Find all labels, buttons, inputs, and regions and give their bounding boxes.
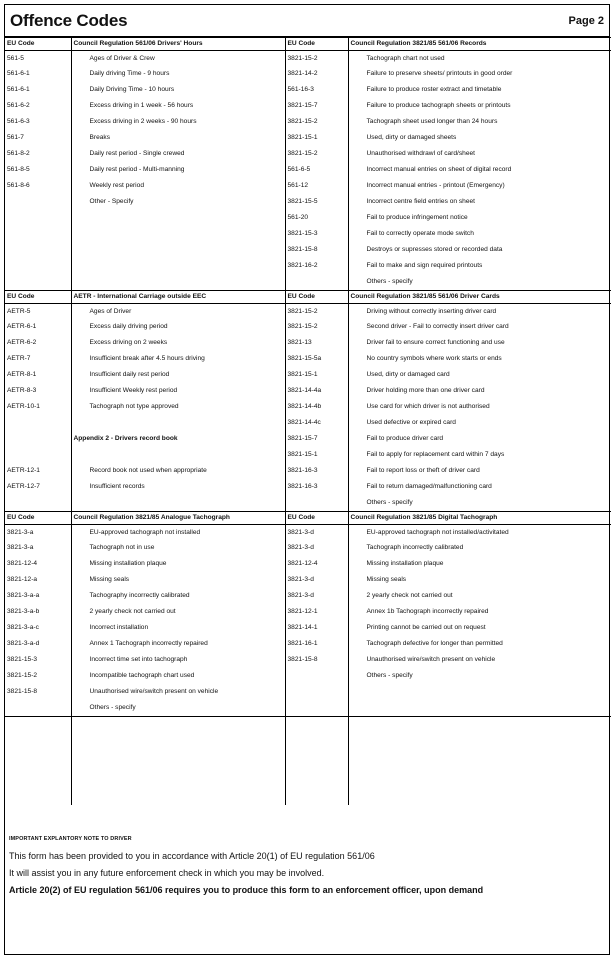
offence-description: 2 yearly check not carried out — [366, 592, 453, 600]
offence-code: 561-6-1 — [5, 83, 71, 99]
offence-description: Ages of Driver — [71, 304, 285, 320]
form-header — [5, 5, 609, 37]
offence-code: 3821-15-2 — [285, 115, 348, 131]
offence-row — [5, 416, 611, 432]
section-title: Council Regulation 561/06 Drivers' Hours — [71, 38, 285, 51]
offence-code: 3821-15-1 — [285, 131, 348, 147]
offence-code: 3821-15-8 — [285, 653, 348, 669]
offence-description: Driving without correctly inserting driver card — [366, 307, 497, 315]
offence-code: 3821-3-a-a — [5, 589, 71, 605]
offence-description: Tachograph not in use — [71, 541, 285, 557]
offence-row — [5, 227, 611, 243]
offence-description: Driver holding more than one driver card — [366, 387, 485, 395]
offence-code: 3821-15-8 — [5, 685, 71, 701]
offence-code: AETR-12-1 — [5, 464, 71, 480]
offence-codes-table — [5, 37, 611, 805]
offence-code — [285, 701, 348, 717]
offence-code — [5, 211, 71, 227]
offence-code: 3821-12-a — [5, 573, 71, 589]
offence-row — [5, 352, 611, 368]
offence-code — [5, 496, 71, 512]
blank-cell — [348, 717, 611, 761]
offence-code: 3821-15-1 — [285, 368, 348, 384]
section-title: Council Regulation 3821/85 561/06 Records — [348, 38, 611, 51]
offence-row — [5, 304, 611, 320]
offence-description: Fail to report loss or theft of driver card — [366, 467, 480, 475]
code-column-header: EU Code — [285, 38, 348, 51]
offence-code: 3821-15-3 — [285, 227, 348, 243]
offence-description: Others - specify — [366, 499, 413, 506]
offence-description: Fail to produce driver card — [366, 435, 444, 443]
offence-code: AETR-12-7 — [5, 480, 71, 496]
offence-description: Printing cannot be carried out on request — [366, 624, 486, 632]
offence-description: Tachograph chart not used — [366, 54, 445, 62]
offence-description: Record book not used when appropriate — [71, 464, 285, 480]
offence-row — [5, 147, 611, 163]
offence-description: Others - specify — [366, 278, 413, 285]
offence-row — [5, 83, 611, 99]
subsection-title: Appendix 2 - Drivers record book — [71, 432, 285, 448]
offence-row — [5, 99, 611, 115]
offence-row — [5, 368, 611, 384]
offence-code: 3821-14-2 — [285, 67, 348, 83]
offence-description: Others - specify — [366, 672, 413, 680]
offence-description: Annex 1b Tachograph incorrectly repaired — [366, 608, 489, 616]
offence-row — [5, 605, 611, 621]
offence-description: Incorrect time set into tachograph — [71, 653, 285, 669]
offence-description: Ages of Driver & Crew — [71, 51, 285, 67]
blank-cell — [285, 717, 348, 761]
offence-row — [5, 179, 611, 195]
offence-description: Fail to return damaged/malfunctioning card — [366, 483, 492, 491]
offence-code — [285, 496, 348, 512]
offence-row — [5, 163, 611, 179]
offence-description: Weekly rest period — [71, 179, 285, 195]
offence-code: 3821-14-4c — [285, 416, 348, 432]
section-title: Council Regulation 3821/85 Digital Tachograph — [348, 512, 611, 525]
offence-code: 561-7 — [5, 131, 71, 147]
offence-code: 3821-3-a — [5, 525, 71, 541]
offence-description: Second driver - Fail to correctly insert driver card — [366, 323, 509, 331]
offence-description: Unauthorised wire/switch present on vehicle — [366, 656, 496, 664]
offence-code: 3821-15-2 — [285, 304, 348, 320]
offence-description: Used defective or expired card — [366, 419, 456, 427]
offence-description: Other - Specify — [71, 195, 285, 211]
offence-code — [5, 259, 71, 275]
offence-code: 3821-15-3 — [5, 653, 71, 669]
offence-row — [5, 573, 611, 589]
offence-code: 3821-15-2 — [285, 147, 348, 163]
offence-description — [71, 416, 285, 432]
offence-description — [71, 259, 285, 275]
page-title: Offence Codes — [10, 10, 128, 30]
offence-code: 3821-16-2 — [285, 259, 348, 275]
offence-description: Breaks — [71, 131, 285, 147]
note-line: It will assist you in any future enforcement check in which you may be involved. — [9, 868, 325, 878]
offence-code: 3821-15-2 — [5, 669, 71, 685]
offence-row — [5, 243, 611, 259]
offence-code: 561-5 — [5, 51, 71, 67]
offence-code — [5, 448, 71, 464]
offence-row — [5, 131, 611, 147]
offence-row — [5, 432, 611, 448]
code-column-header: EU Code — [285, 291, 348, 304]
offence-code — [285, 669, 348, 685]
offence-description: 2 yearly check not carried out — [71, 605, 285, 621]
offence-code: 561-6-5 — [285, 163, 348, 179]
offence-codes-form — [4, 4, 610, 955]
section-header-row — [5, 291, 611, 304]
offence-description: Failure to produce roster extract and timetable — [366, 86, 502, 94]
offence-code: 3821-3-a-d — [5, 637, 71, 653]
offence-row — [5, 320, 611, 336]
offence-code: 561-20 — [285, 211, 348, 227]
offence-code: 3821-15-1 — [285, 448, 348, 464]
offence-description: Incorrect manual entries on sheet of digital record — [366, 166, 512, 174]
offence-description: Fail to produce infringement notice — [366, 214, 468, 222]
offence-description: Failure to preserve sheets/ printouts in good order — [366, 70, 513, 78]
offence-code — [5, 416, 71, 432]
offence-code — [5, 275, 71, 291]
offence-code: 561-12 — [285, 179, 348, 195]
offence-description: Daily Driving Time - 10 hours — [71, 83, 285, 99]
offence-code: 3821-15-5a — [285, 352, 348, 368]
offence-code: 561-16-3 — [285, 83, 348, 99]
offence-row — [5, 621, 611, 637]
offence-description: Used, dirty or damaged sheets — [366, 134, 457, 142]
offence-description: Tachograph defective for longer than permitted — [366, 640, 503, 648]
offence-description: Annex 1 Tachograph incorrectly repaired — [71, 637, 285, 653]
code-column-header: EU Code — [5, 291, 71, 304]
offence-code: 3821-14-1 — [285, 621, 348, 637]
blank-cell — [71, 717, 285, 761]
offence-row — [5, 589, 611, 605]
offence-description: Unauthorised withdrawl of card/sheet — [366, 150, 475, 158]
offence-description: Incompatible tachograph chart used — [71, 669, 285, 685]
offence-description: Daily driving Time - 9 hours — [71, 67, 285, 83]
offence-description: Fail to apply for replacement card within 7 days — [366, 451, 505, 459]
offence-row — [5, 541, 611, 557]
offence-row — [5, 701, 611, 717]
offence-code: 3821-12-4 — [5, 557, 71, 573]
note-line: This form has been provided to you in accordance with Article 20(1) of EU regulation 561/06 — [9, 851, 375, 861]
offence-code: AETR-7 — [5, 352, 71, 368]
blank-cell — [5, 717, 71, 761]
offence-code — [285, 275, 348, 291]
code-column-header: EU Code — [285, 512, 348, 525]
offence-description: Used, dirty or damaged card — [366, 371, 450, 379]
offence-description: Insufficient daily rest period — [71, 368, 285, 384]
offence-code: 561-8-5 — [5, 163, 71, 179]
offence-code: 561-8-2 — [5, 147, 71, 163]
offence-description: EU-approved tachograph not installed — [71, 525, 285, 541]
offence-description — [71, 448, 285, 464]
offence-description: Incorrect centre field entries on sheet — [366, 198, 475, 206]
offence-description: Fail to correctly operate mode switch — [366, 230, 474, 238]
blank-cell — [71, 761, 285, 805]
offence-description: Missing seals — [71, 573, 285, 589]
offence-code: 3821-3-a-c — [5, 621, 71, 637]
offence-row — [5, 67, 611, 83]
offence-code: 3821-15-5 — [285, 195, 348, 211]
offence-code — [5, 227, 71, 243]
page-number: Page 2 — [568, 14, 604, 27]
offence-description: Tachograph sheet used longer than 24 hours — [366, 118, 498, 126]
offence-description: Excess driving in 2 weeks - 90 hours — [71, 115, 285, 131]
section-title: AETR - International Carriage outside EEC — [71, 291, 285, 304]
offence-row — [5, 384, 611, 400]
offence-description: Tachograph incorrectly calibrated — [366, 544, 464, 552]
offence-description: Daily rest period - Single crewed — [71, 147, 285, 163]
offence-description — [348, 685, 611, 701]
offence-description: Failure to produce tachograph sheets or printouts — [366, 102, 511, 110]
blank-cell — [285, 761, 348, 805]
offence-code: 561-6-2 — [5, 99, 71, 115]
explanatory-note — [9, 831, 605, 899]
offence-description: EU-approved tachograph not installed/activitated — [366, 528, 509, 536]
offence-description: Incorrect installation — [71, 621, 285, 637]
offence-code: 3821-15-8 — [285, 243, 348, 259]
offence-description — [71, 496, 285, 512]
offence-code: 3821-16-3 — [285, 480, 348, 496]
offence-row — [5, 464, 611, 480]
blank-cell — [5, 761, 71, 805]
offence-description — [71, 211, 285, 227]
offence-row — [5, 653, 611, 669]
offence-code: 3821-3-a — [5, 541, 71, 557]
offence-code: 561-8-6 — [5, 179, 71, 195]
offence-code: 3821-3-a-b — [5, 605, 71, 621]
offence-row — [5, 669, 611, 685]
offence-code: 3821-3-d — [285, 541, 348, 557]
offence-code — [5, 195, 71, 211]
offence-code — [5, 243, 71, 259]
offence-description: Missing installation plaque — [71, 557, 285, 573]
offence-code: 3821-16-1 — [285, 637, 348, 653]
offence-description: Missing installation plaque — [366, 560, 444, 568]
offence-description — [71, 243, 285, 259]
offence-row — [5, 525, 611, 541]
offence-row — [5, 195, 611, 211]
offence-code: 3821-14-4a — [285, 384, 348, 400]
offence-description: Destroys or supresses stored or recorded data — [366, 246, 503, 254]
offence-description: Fail to make and sign required printouts — [366, 262, 483, 270]
offence-row — [5, 336, 611, 352]
offence-code: AETR-6-1 — [5, 320, 71, 336]
offence-description — [71, 227, 285, 243]
offence-row — [5, 211, 611, 227]
offence-code: 3821-15-7 — [285, 432, 348, 448]
offence-code: 3821-16-3 — [285, 464, 348, 480]
note-title: IMPORTANT EXPLANTORY NOTE TO DRIVER — [9, 836, 132, 842]
note-line-bold: Article 20(2) of EU regulation 561/06 requires you to produce this form to an enforcement officer, upon demand — [9, 885, 484, 895]
offence-code: AETR-10-1 — [5, 400, 71, 416]
offence-code: 561-6-3 — [5, 115, 71, 131]
offence-code: 561-6-1 — [5, 67, 71, 83]
offence-row — [5, 275, 611, 291]
blank-row — [5, 717, 611, 761]
offence-description: Daily rest period - Multi-manning — [71, 163, 285, 179]
offence-code: AETR-8-3 — [5, 384, 71, 400]
offence-row — [5, 115, 611, 131]
section-title: Council Regulation 3821/85 561/06 Driver Cards — [348, 291, 611, 304]
offence-code: 3821-12-4 — [285, 557, 348, 573]
offence-code: AETR-6-2 — [5, 336, 71, 352]
offence-description: Insufficient break after 4.5 hours driving — [71, 352, 285, 368]
offence-row — [5, 496, 611, 512]
offence-row — [5, 400, 611, 416]
offence-row — [5, 51, 611, 67]
blank-cell — [348, 761, 611, 805]
offence-description: Tachography incorrectly calibrated — [71, 589, 285, 605]
offence-description: Tachograph not type approved — [71, 400, 285, 416]
offence-code: 3821-14-4b — [285, 400, 348, 416]
offence-row — [5, 557, 611, 573]
offence-code: 3821-13 — [285, 336, 348, 352]
offence-code: 3821-3-d — [285, 589, 348, 605]
offence-row — [5, 259, 611, 275]
offence-description: Missing seals — [366, 576, 407, 584]
offence-description: Others - specify — [71, 701, 285, 717]
offence-code — [5, 432, 71, 448]
offence-code: 3821-3-d — [285, 525, 348, 541]
offence-description: Incorrect manual entries - printout (Emergency) — [366, 182, 505, 190]
offence-description — [348, 701, 611, 717]
offence-description: Excess daily driving period — [71, 320, 285, 336]
offence-description: Unauthorised wire/switch present on vehicle — [71, 685, 285, 701]
offence-description: Insufficient records — [71, 480, 285, 496]
offence-code: 3821-12-1 — [285, 605, 348, 621]
offence-code — [5, 701, 71, 717]
offence-code: AETR-5 — [5, 304, 71, 320]
offence-description: No country symbols where work starts or ends — [366, 355, 502, 363]
offence-code: 3821-15-2 — [285, 320, 348, 336]
offence-row — [5, 480, 611, 496]
offence-description: Driver fail to ensure correct functioning and use — [366, 339, 505, 347]
section-header-row — [5, 512, 611, 525]
offence-row — [5, 448, 611, 464]
offence-code: 3821-15-7 — [285, 99, 348, 115]
offence-description: Excess driving on 2 weeks — [71, 336, 285, 352]
offence-description: Insufficient Weekly rest period — [71, 384, 285, 400]
offence-code — [285, 685, 348, 701]
offence-description — [71, 275, 285, 291]
blank-row — [5, 761, 611, 805]
offence-code: 3821-3-d — [285, 573, 348, 589]
code-column-header: EU Code — [5, 38, 71, 51]
offence-code: 3821-15-2 — [285, 51, 348, 67]
offence-description: Use card for which driver is not authorised — [366, 403, 490, 411]
offence-row — [5, 685, 611, 701]
offence-description: Excess driving in 1 week - 56 hours — [71, 99, 285, 115]
offence-code: AETR-8-1 — [5, 368, 71, 384]
section-title: Council Regulation 3821/85 Analogue Tachograph — [71, 512, 285, 525]
section-header-row — [5, 38, 611, 51]
offence-row — [5, 637, 611, 653]
code-column-header: EU Code — [5, 512, 71, 525]
